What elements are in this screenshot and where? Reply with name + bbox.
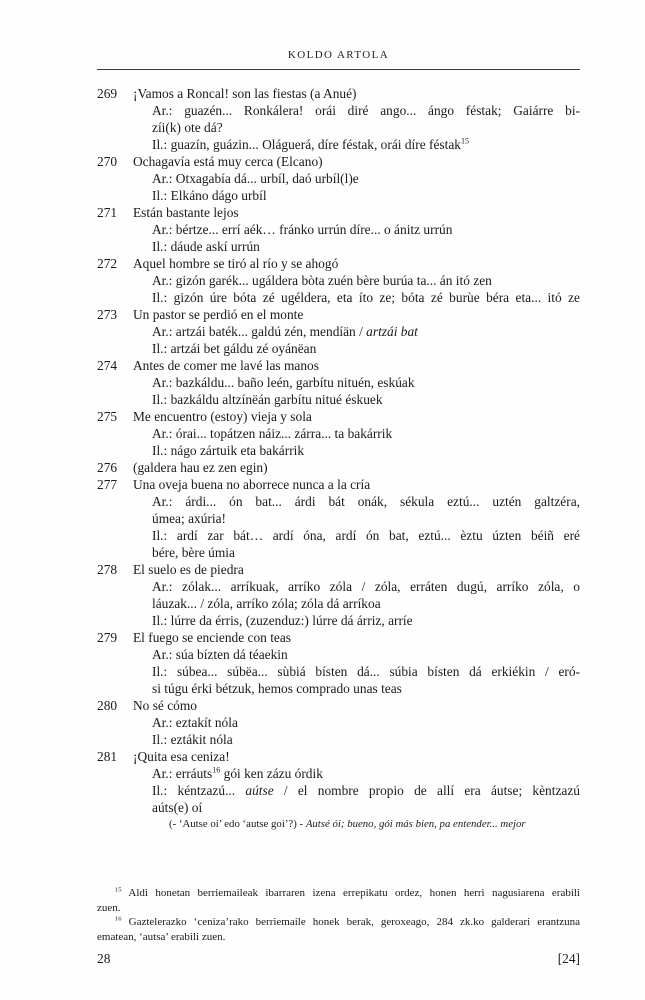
entry-response-line xyxy=(133,340,580,357)
page-number: 28 xyxy=(97,951,111,966)
entry-number: 279 xyxy=(97,630,118,645)
entry-number: 276 xyxy=(97,460,118,475)
entry-number: 280 xyxy=(97,698,118,713)
running-head-author: KOLDO ARTOLA xyxy=(287,49,390,61)
text-segment: Ar.: guazén... Ronkálera! orái diré ango... ángo féstak; Gaiárre bi- xyxy=(152,103,580,118)
text-segment: Un pastor se perdió en el monte xyxy=(133,307,304,322)
text-segment: artzái bat xyxy=(366,324,418,339)
text-segment: Ar.: árdi... ón bat... árdi bát onák, sékula eztú... uztén galtzéra, xyxy=(152,494,580,509)
text-segment: Autsé ói; bueno, gói más bien, pa entender... mejor xyxy=(305,818,526,830)
entry-question-line xyxy=(133,306,580,323)
text-segment: Ar.: bazkáldu... baño leén, garbítu nituén, eskúak xyxy=(152,375,415,390)
questionnaire-entry xyxy=(97,357,580,408)
entry-question-line xyxy=(133,204,580,221)
text-segment: Aquel hombre se tiró al río y se ahogó xyxy=(133,256,339,271)
entry-number: 273 xyxy=(97,307,118,322)
entry-number: 278 xyxy=(97,562,118,577)
entry-number: 271 xyxy=(97,205,118,220)
text-segment: bére, bère úmia xyxy=(152,545,235,560)
header-rule xyxy=(97,69,580,70)
entry-response-line xyxy=(133,102,580,119)
entry-response-line xyxy=(133,510,580,527)
text-segment: aútse xyxy=(245,783,274,798)
text-segment: Il.: ardí zar bát… ardí óna, ardí ón bat, eztú... èztu úzten béiñ eré xyxy=(152,528,580,543)
text-segment: Una oveja buena no aborrece nunca a la cría xyxy=(133,477,371,492)
entry-response-line xyxy=(133,782,580,799)
entry-response-line xyxy=(133,714,580,731)
text-segment: ¡Quita esa ceniza! xyxy=(133,749,230,764)
text-segment: úmea; axúria! xyxy=(152,511,226,526)
entry-response-line xyxy=(133,595,580,612)
entry-question-line xyxy=(133,459,580,476)
text-segment: zuen. xyxy=(97,901,121,914)
entry-response-line xyxy=(133,799,580,816)
text-segment: Il.: súbea... súbëa... sùbiá bísten dá... súbia bísten dá erkiékin / eró- xyxy=(152,664,580,679)
text-segment: Están bastante lejos xyxy=(133,205,239,220)
text-segment: Ochagavía está muy cerca (Elcano) xyxy=(133,154,323,169)
footnote-marker: 16 xyxy=(115,915,122,923)
text-segment: láuzak... / zóla, arríko zóla; zóla dá arríkoa xyxy=(152,596,381,611)
entry-response-line xyxy=(133,544,580,561)
entry-response-line xyxy=(133,663,580,680)
text-segment: Ar.: eztakít nóla xyxy=(152,715,238,730)
entry-response-line xyxy=(133,170,580,187)
entry-number: 281 xyxy=(97,749,118,764)
entry-response-line xyxy=(133,731,580,748)
entry-question-line xyxy=(133,561,580,578)
entry-response-line xyxy=(133,578,580,595)
entry-question-line xyxy=(133,476,580,493)
questionnaire-entry xyxy=(97,153,580,204)
text-segment: Il.: lúrre da érris, (zuzenduz:) lúrre dá árriz, arríe xyxy=(152,613,413,628)
questionnaire-entry xyxy=(97,459,580,476)
footnotes xyxy=(97,886,580,944)
questionnaire-entry xyxy=(97,476,580,561)
entry-response-line xyxy=(133,527,580,544)
entry-response-line xyxy=(133,425,580,442)
text-segment: Antes de comer me lavé las manos xyxy=(133,358,319,373)
text-segment: / el nombre propio de allí era áutse; kèntzazú xyxy=(273,783,581,798)
text-segment: Ar.: gizón garék... ugáldera bòta zuén bère burúa ta... án itó zen xyxy=(152,273,492,288)
footnote-line xyxy=(97,901,580,916)
text-segment: Gaztelerazko ‘ceniza’rako berriemaile honek berak, geroxeago, 284 zk.ko galderari erantzuna xyxy=(121,916,580,929)
questionnaire-entry xyxy=(97,255,580,306)
footnote-line xyxy=(97,930,580,945)
footnote-marker: 15 xyxy=(115,886,122,894)
text-segment: Il.: dáude askí urrún xyxy=(152,239,260,254)
entry-response-line xyxy=(133,136,580,153)
text-segment: ematean, ‘autsa’ erabili zuen. xyxy=(97,930,226,943)
text-segment: No sé cómo xyxy=(133,698,197,713)
entry-response-line xyxy=(133,187,580,204)
footnote-marker: 15 xyxy=(460,136,470,146)
entry-response-line xyxy=(133,391,580,408)
bracket-page-number: [24] xyxy=(557,951,580,966)
text-segment: Il.: nágo zártuik eta bakárrik xyxy=(152,443,305,458)
text-segment: Ar.: artzái baték... galdú zén, mendíän / xyxy=(152,324,367,339)
text-segment: Il.: Elkáno dágo urbíl xyxy=(152,188,267,203)
entry-response-line xyxy=(133,323,580,340)
text-segment: Il.: bazkáldu altzínëán garbítu nitué éskuek xyxy=(152,392,383,407)
text-segment: (- ‘Autse oi’ edo ‘autse goi’?) - xyxy=(169,818,306,830)
entry-response-line xyxy=(133,612,580,629)
text-segment: El fuego se enciende con teas xyxy=(133,630,292,645)
entry-number: 269 xyxy=(97,86,118,101)
text-segment: Il.: guazín, guázin... Oláguerá, díre féstak, orái díre féstak xyxy=(152,137,461,152)
entry-question-line xyxy=(133,697,580,714)
text-segment: Ar.: bértze... errí aék… fránko urrún díre... o ánitz urrún xyxy=(152,222,453,237)
text-segment: Aldi honetan berriemaileak ibarraren izena errepikatu ordez, honen herri nagusiarena erabili xyxy=(121,887,580,899)
entry-number: 274 xyxy=(97,358,118,373)
questionnaire-entry xyxy=(97,306,580,357)
entry-response-line xyxy=(133,442,580,459)
entry-number: 277 xyxy=(97,477,118,492)
text-segment: Ar.: órai... topátzen náiz... zárra... ta bakárrik xyxy=(152,426,393,441)
text-segment: zíi(k) ote dá? xyxy=(152,120,223,135)
text-segment: Ar.: Otxagabía dá... urbíl, daó urbíl(l)e xyxy=(152,171,359,186)
entry-note-line xyxy=(133,816,580,832)
text-segment: El suelo es de piedra xyxy=(133,562,244,577)
entry-response-line xyxy=(133,765,580,782)
entry-number: 272 xyxy=(97,256,118,271)
text-segment: Ar.: zólak... arríkuak, arríko zóla / zóla, erráten dugú, arríko zóla, o xyxy=(152,579,580,594)
questionnaire-entry xyxy=(97,629,580,697)
entry-response-line xyxy=(133,493,580,510)
questionnaire-entry xyxy=(97,204,580,255)
entry-response-line xyxy=(133,221,580,238)
entry-response-line xyxy=(133,119,580,136)
entry-question-line xyxy=(133,357,580,374)
questionnaire-entry xyxy=(97,561,580,629)
text-segment: ¡Vamos a Roncal! son las fiestas (a Anué) xyxy=(133,86,357,101)
text-segment: Ar.: erráuts xyxy=(152,766,213,781)
text-segment: Ar.: súa bízten dá téaekin xyxy=(152,647,288,662)
entries xyxy=(97,85,580,832)
entry-response-line xyxy=(133,289,580,306)
entry-question-line xyxy=(133,408,580,425)
entry-question-line xyxy=(133,255,580,272)
entry-question-line xyxy=(133,748,580,765)
entry-number: 275 xyxy=(97,409,118,424)
entry-question-line xyxy=(133,629,580,646)
footnote-line xyxy=(97,915,580,930)
text-segment: (galdera hau ez zen egin) xyxy=(133,460,268,475)
text-segment: si túgu érki bétzuk, hemos comprado unas teas xyxy=(152,681,402,696)
page-footer xyxy=(97,951,580,967)
text-segment: Il.: eztákit nóla xyxy=(152,732,233,747)
entry-response-line xyxy=(133,646,580,663)
text-segment: gói ken zázu órdik xyxy=(220,766,323,781)
text-segment: aúts(e) oí xyxy=(152,800,203,815)
entry-response-line xyxy=(133,680,580,697)
text-segment: Me encuentro (estoy) vieja y sola xyxy=(133,409,312,424)
text-segment: Il.: kéntzazú... xyxy=(152,783,246,798)
entry-question-line xyxy=(133,153,580,170)
footnote-line xyxy=(97,886,580,901)
entry-response-line xyxy=(133,272,580,289)
questionnaire-entry xyxy=(97,408,580,459)
questionnaire-entry xyxy=(97,748,580,832)
entry-number: 270 xyxy=(97,154,118,169)
questionnaire-entry xyxy=(97,697,580,748)
footnote-marker: 16 xyxy=(212,765,221,775)
text-segment: Il.: artzái bet gáldu zé oyánëan xyxy=(152,341,317,356)
entry-response-line xyxy=(133,374,580,391)
questionnaire-entry xyxy=(97,85,580,153)
entry-question-line xyxy=(133,85,580,102)
text-segment: Il.: gizón úre bóta zé ugéldera, eta íto ze; bóta zé burùe béra eta... itó ze xyxy=(152,290,580,305)
entry-response-line xyxy=(133,238,580,255)
